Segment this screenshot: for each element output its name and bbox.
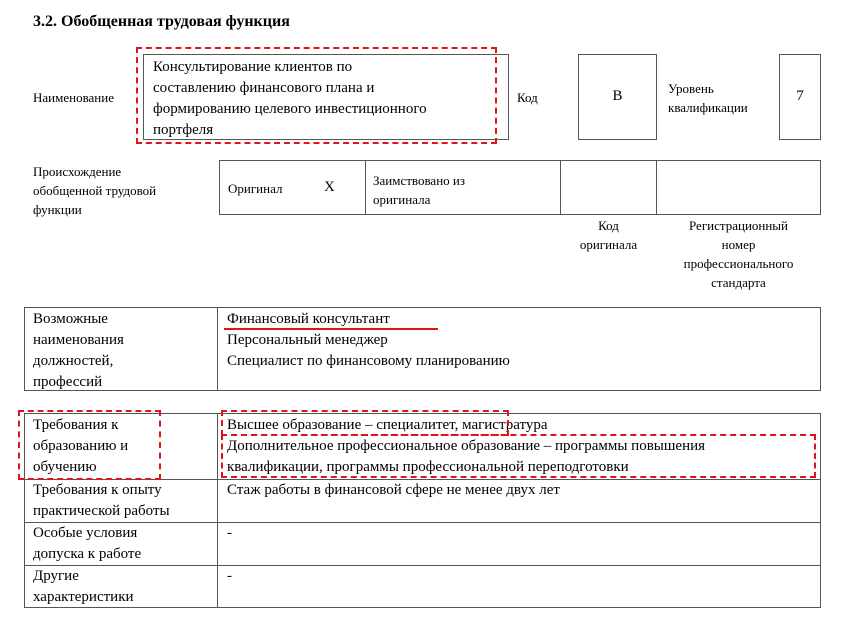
education-label-line: Требования к bbox=[33, 417, 119, 433]
name-value-line: портфеля bbox=[153, 122, 214, 138]
name-value-line: Консультирование клиентов по bbox=[153, 59, 353, 75]
special-conditions-label-line: допуска к работе bbox=[33, 546, 142, 562]
education-label-line: обучению bbox=[33, 459, 97, 475]
higher-education-highlight bbox=[221, 410, 509, 436]
origin-divider bbox=[656, 160, 657, 215]
code-value: B bbox=[612, 88, 623, 104]
level-label-line: квалификации bbox=[668, 100, 748, 115]
financial-consultant-underline bbox=[224, 328, 438, 330]
borrowed-label-line: Заимствовано из bbox=[373, 173, 466, 188]
positions-divider bbox=[217, 307, 218, 391]
position-item: Специалист по финансовому планированию bbox=[227, 353, 510, 369]
positions-label-line: должностей, bbox=[33, 353, 114, 369]
experience-label-line: Требования к опыту bbox=[33, 482, 162, 498]
original-mark: X bbox=[324, 179, 335, 195]
caption-line: Код bbox=[598, 218, 619, 233]
origin-label bbox=[33, 162, 156, 219]
other-characteristics-label-line: характеристики bbox=[33, 589, 134, 605]
requirements-row-divider bbox=[24, 565, 821, 566]
experience-value-line: Стаж работы в финансовой сфере не менее двух лет bbox=[227, 482, 560, 498]
name-value-line: формированию целевого инвестиционного bbox=[153, 101, 427, 117]
caption-line: профессионального bbox=[683, 256, 794, 271]
other-characteristics-value bbox=[227, 566, 232, 587]
caption-line: номер bbox=[721, 237, 756, 252]
education-value-line: квалификации, программы профессиональной переподготовки bbox=[227, 459, 629, 475]
caption-line: стандарта bbox=[711, 275, 766, 290]
origin-divider bbox=[560, 160, 561, 215]
level-label bbox=[668, 79, 748, 117]
name-value-line: составлению финансового плана и bbox=[153, 80, 375, 96]
education-label-highlight bbox=[18, 410, 161, 480]
level-value: 7 bbox=[796, 88, 804, 104]
code-original-caption bbox=[560, 216, 657, 254]
origin-label-line: обобщенной трудовой bbox=[33, 183, 157, 198]
requirements-row-divider bbox=[24, 522, 821, 523]
positions-label-line: профессий bbox=[33, 374, 103, 390]
special-conditions-label-line: Особые условия bbox=[33, 525, 138, 541]
education-value-line: Высшее образование – специалитет, магистратура bbox=[227, 417, 548, 433]
experience-label bbox=[33, 480, 170, 522]
additional-education-highlight bbox=[221, 434, 816, 478]
special-conditions-label bbox=[33, 523, 141, 565]
caption-line: оригинала bbox=[579, 237, 638, 252]
experience-label-line: практической работы bbox=[33, 503, 170, 519]
other-characteristics-value-line: - bbox=[227, 568, 232, 584]
borrowed-label bbox=[373, 171, 465, 209]
borrowed-label-line: оригинала bbox=[373, 192, 431, 207]
education-label-line: образованию и bbox=[33, 438, 129, 454]
education-value-line: Дополнительное профессиональное образование – программы повышения bbox=[227, 438, 706, 454]
other-characteristics-label-line: Другие bbox=[33, 568, 79, 584]
origin-divider bbox=[365, 160, 366, 215]
other-characteristics-label bbox=[33, 566, 134, 608]
origin-table bbox=[219, 160, 821, 215]
code-label: Код bbox=[517, 90, 538, 105]
original-label: Оригинал bbox=[228, 181, 283, 196]
position-item: Финансовый консультант bbox=[227, 311, 390, 327]
origin-label-line: функции bbox=[33, 202, 82, 217]
name-label: Наименование bbox=[33, 90, 114, 105]
experience-value bbox=[227, 480, 560, 501]
origin-label-line: Происхождение bbox=[33, 164, 122, 179]
section-heading: 3.2. Обобщенная трудовая функция bbox=[33, 13, 290, 30]
reg-number-caption bbox=[656, 216, 821, 292]
special-conditions-value-line: - bbox=[227, 525, 232, 541]
position-item: Персональный менеджер bbox=[227, 332, 388, 348]
positions-label-line: наименования bbox=[33, 332, 124, 348]
positions-label-line: Возможные bbox=[33, 311, 108, 327]
requirements-divider bbox=[217, 413, 218, 608]
special-conditions-value bbox=[227, 523, 232, 544]
level-label-line: Уровень bbox=[668, 81, 714, 96]
positions-values bbox=[227, 309, 510, 372]
name-highlight-frame bbox=[136, 47, 497, 144]
positions-label bbox=[33, 309, 124, 393]
caption-line: Регистрационный bbox=[688, 218, 789, 233]
